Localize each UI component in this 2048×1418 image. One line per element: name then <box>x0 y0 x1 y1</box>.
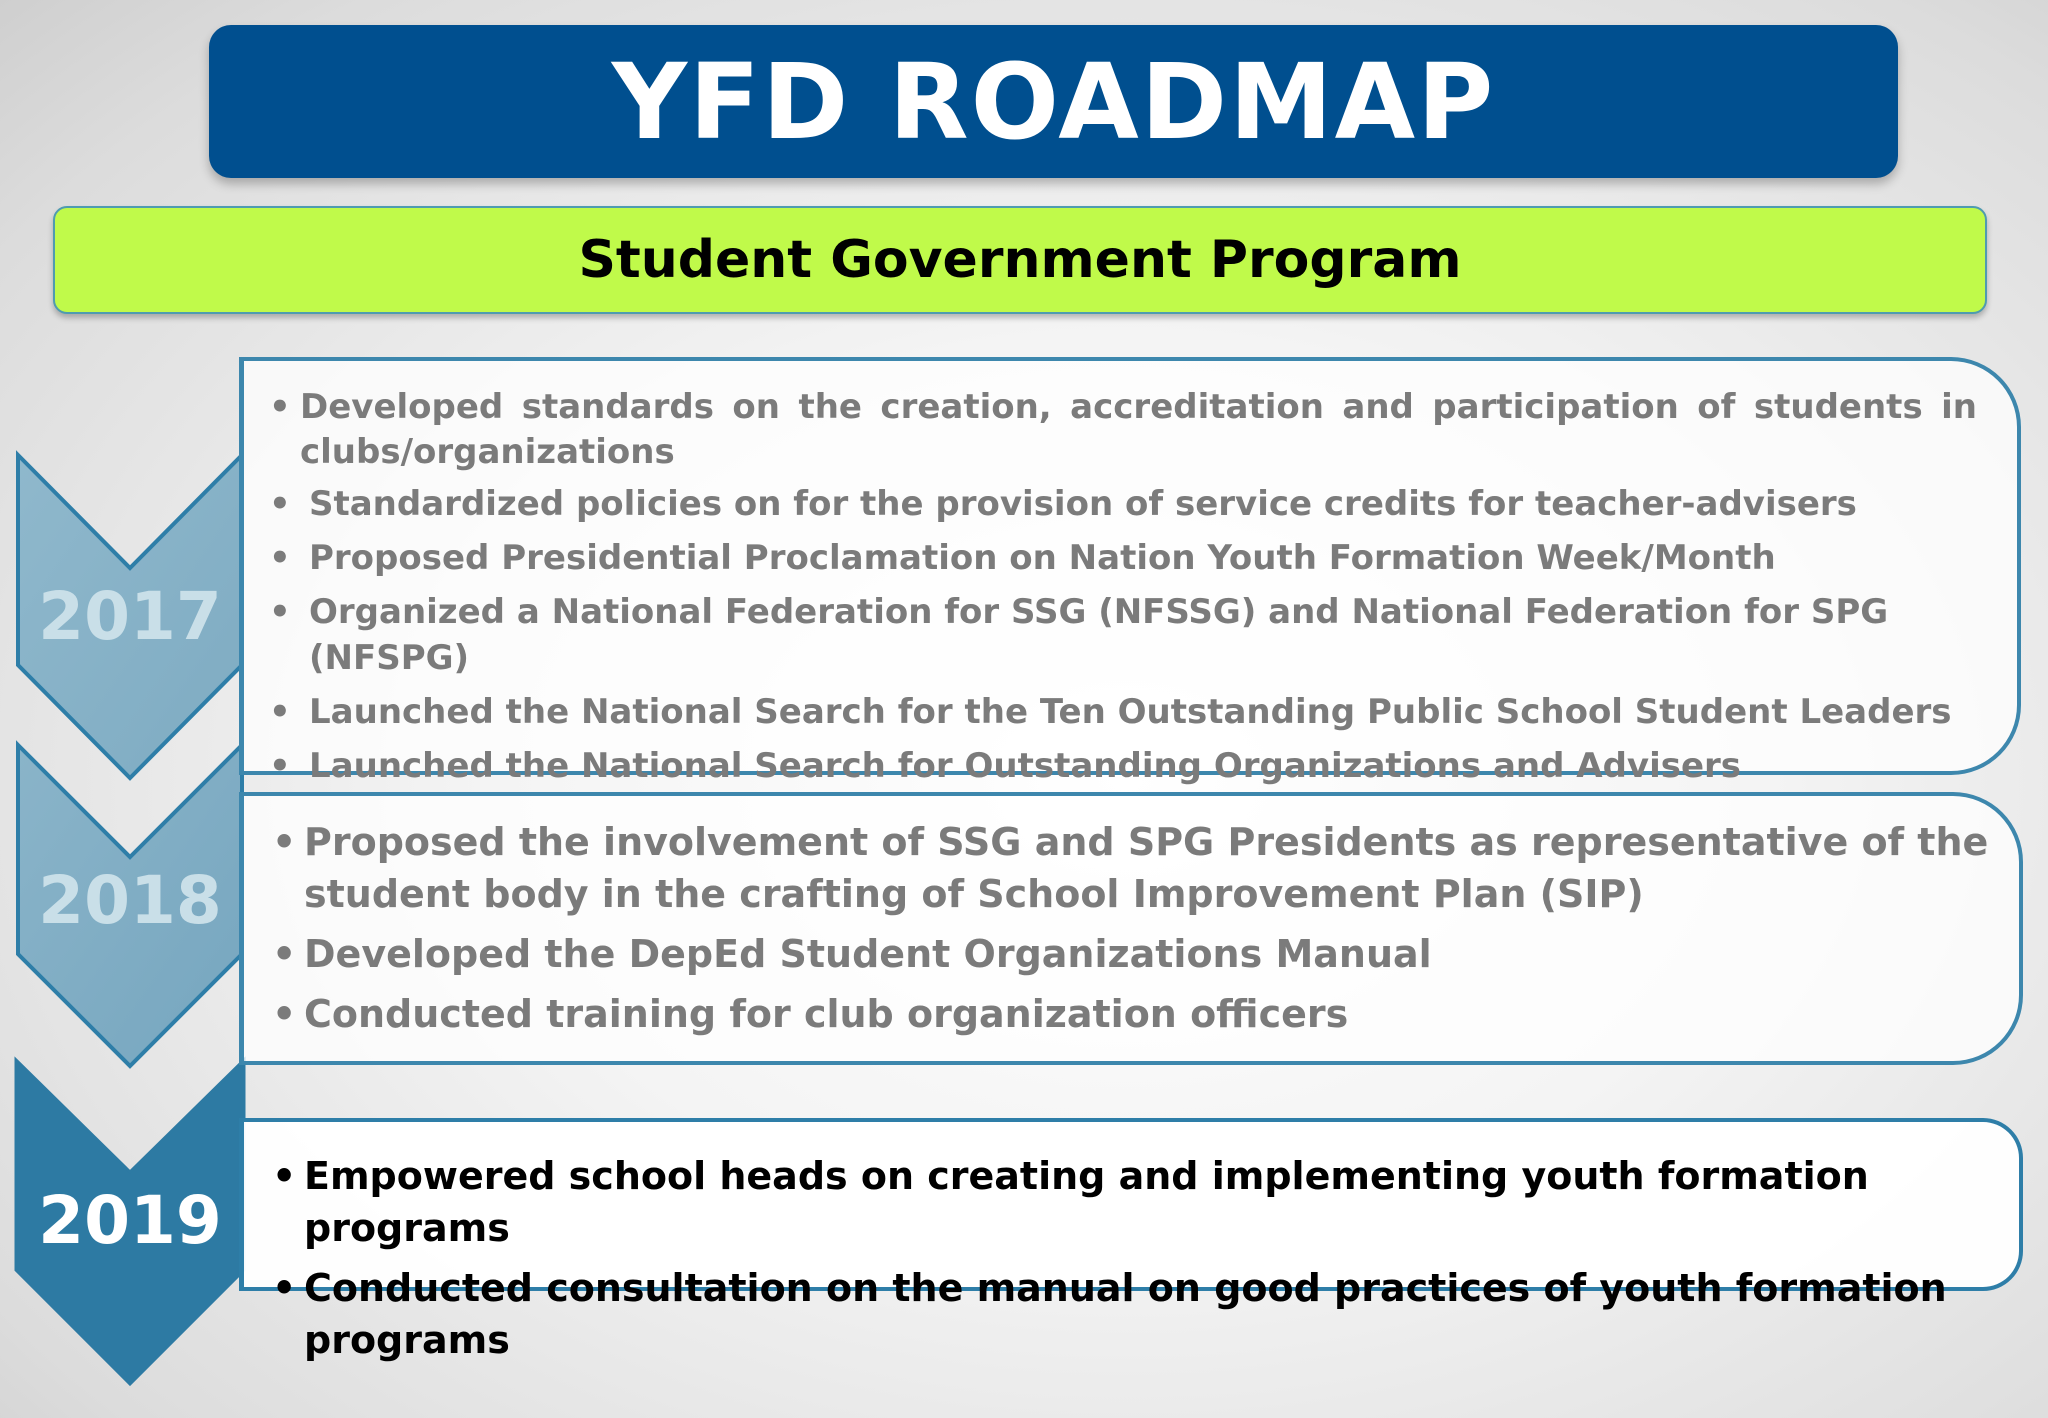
list-2019 <box>272 1150 2007 1366</box>
bullet-icon: • <box>269 746 291 786</box>
bullet-icon: • <box>269 592 291 632</box>
panel-2019 <box>239 1118 2023 1362</box>
bullet-icon: • <box>272 932 297 976</box>
bullet-icon: • <box>269 692 291 732</box>
bullet-icon: • <box>272 992 297 1036</box>
bullet-icon: • <box>272 1154 297 1198</box>
list-2017 <box>269 385 1977 789</box>
page-subtitle: Student Government Program <box>578 230 1462 290</box>
panel-2017 <box>239 357 2021 786</box>
list-item: • Proposed Presidential Proclamation on Nation Youth Formation Week/Month <box>269 535 1977 581</box>
year-label-2017: 2017 <box>38 578 222 655</box>
list-item: • Launched the National Search for Outstanding Organizations and Advisers <box>269 743 1977 789</box>
page-title: YFD ROADMAP <box>611 40 1496 163</box>
list-item: • Developed the DepEd Student Organizations Manual <box>272 928 2007 980</box>
list-item: • Developed standards on the creation, accreditation and participation of students in clubs/organizations <box>269 387 1977 472</box>
bullet-icon: • <box>272 1266 297 1310</box>
list-2018 <box>272 816 2007 1040</box>
list-item: • Conducted training for club organization officers <box>272 988 2007 1040</box>
bullet-icon: • <box>272 820 297 864</box>
panel-2018 <box>239 792 2023 1065</box>
year-label-2019: 2019 <box>38 1182 222 1259</box>
list-item: • Conducted consultation on the manual on good practices of youth formation programs <box>272 1262 2007 1366</box>
bullet-icon: • <box>269 538 291 578</box>
list-item: • Organized a National Federation for SSG (NFSSG) and National Federation for SPG (NFSPG) <box>269 589 1977 681</box>
list-item: • Standardized policies on for the provision of service credits for teacher-advisers <box>269 481 1977 527</box>
list-item: • Proposed the involvement of SSG and SPG Presidents as representative of the student body in the crafting of School Improvement Plan (SIP) <box>272 816 2007 920</box>
bullet-icon: • <box>269 484 291 524</box>
year-label-2018: 2018 <box>38 862 222 939</box>
list-item: • Launched the National Search for the Ten Outstanding Public School Student Leaders <box>269 689 1977 735</box>
bullet-icon: • <box>269 387 291 427</box>
list-item: • Empowered school heads on creating and implementing youth formation programs <box>272 1150 2007 1254</box>
